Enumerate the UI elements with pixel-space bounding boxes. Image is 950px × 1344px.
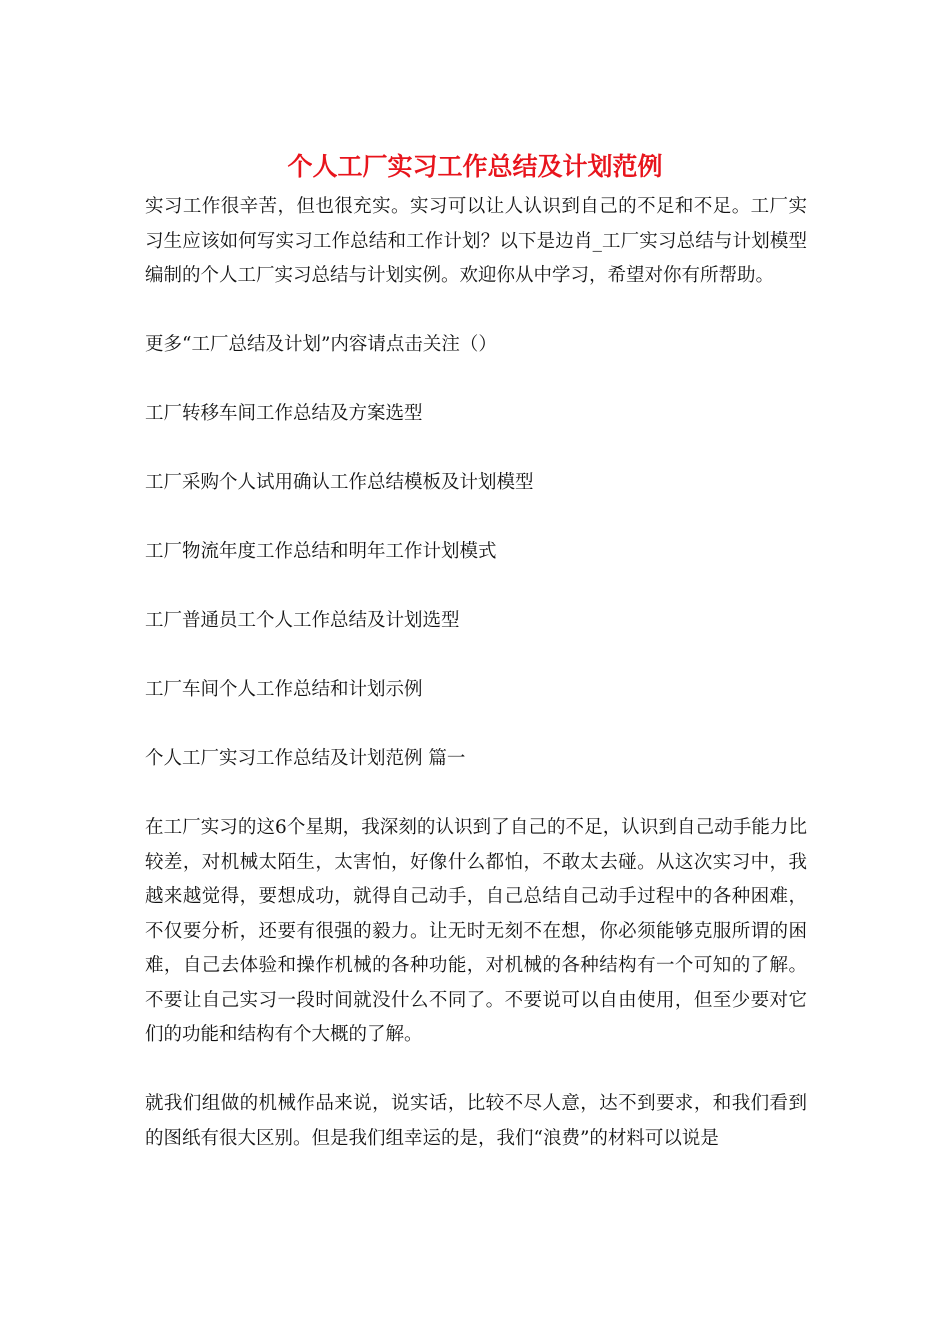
follow-notice: 更多“工厂总结及计划”内容请点击关注（） bbox=[145, 334, 497, 355]
body-paragraph: 就我们组做的机械作品来说，说实话，比较不尽人意，达不到要求，和我们看到的图纸有很大区别。但是我们组幸运的是，我们“浪费”的材料可以说是 bbox=[145, 1093, 807, 1149]
related-article-link[interactable]: 工厂采购个人试用确认工作总结模板及计划模型 bbox=[145, 472, 534, 493]
section-heading: 个人工厂实习工作总结及计划范例 篇一 bbox=[145, 748, 466, 769]
document-title: 个人工厂实习工作总结及计划范例 bbox=[287, 152, 663, 181]
intro-paragraph: 实习工作很辛苦，但也很充实。实习可以让人认识到自己的不足和不足。工厂实习生应该如何写实习工作总结和工作计划？以下是边肖_工厂实习总结与计划模型编制的个人工厂实习总结与计划实例。欢迎你从中学习，希望对你有所帮助。 bbox=[145, 196, 807, 286]
related-article-link[interactable]: 工厂物流年度工作总结和明年工作计划模式 bbox=[145, 541, 497, 562]
related-article-link[interactable]: 工厂普通员工个人工作总结及计划选型 bbox=[145, 610, 460, 631]
document-body bbox=[145, 190, 807, 1191]
related-article-link[interactable]: 工厂转移车间工作总结及方案选型 bbox=[145, 403, 423, 424]
body-paragraph: 在工厂实习的这6个星期，我深刻的认识到了自己的不足，认识到自己动手能力比较差，对机械太陌生，太害怕，好像什么都怕，不敢太去碰。从这次实习中，我越来越觉得，要想成功，就得自己动手，自己总结自己动手过程中的各种困难，不仅要分析，还要有很强的毅力。让无时无刻不在想，你必须能够克服所谓的困难，自己去体验和操作机械的各种功能，对机械的各种结构有一个可知的了解。不要让自己实习一段时间就没什么不同了。不要说可以自由使用，但至少要对它们的功能和结构有个大概的了解。 bbox=[145, 817, 807, 1045]
related-article-link[interactable]: 工厂车间个人工作总结和计划示例 bbox=[145, 679, 423, 700]
